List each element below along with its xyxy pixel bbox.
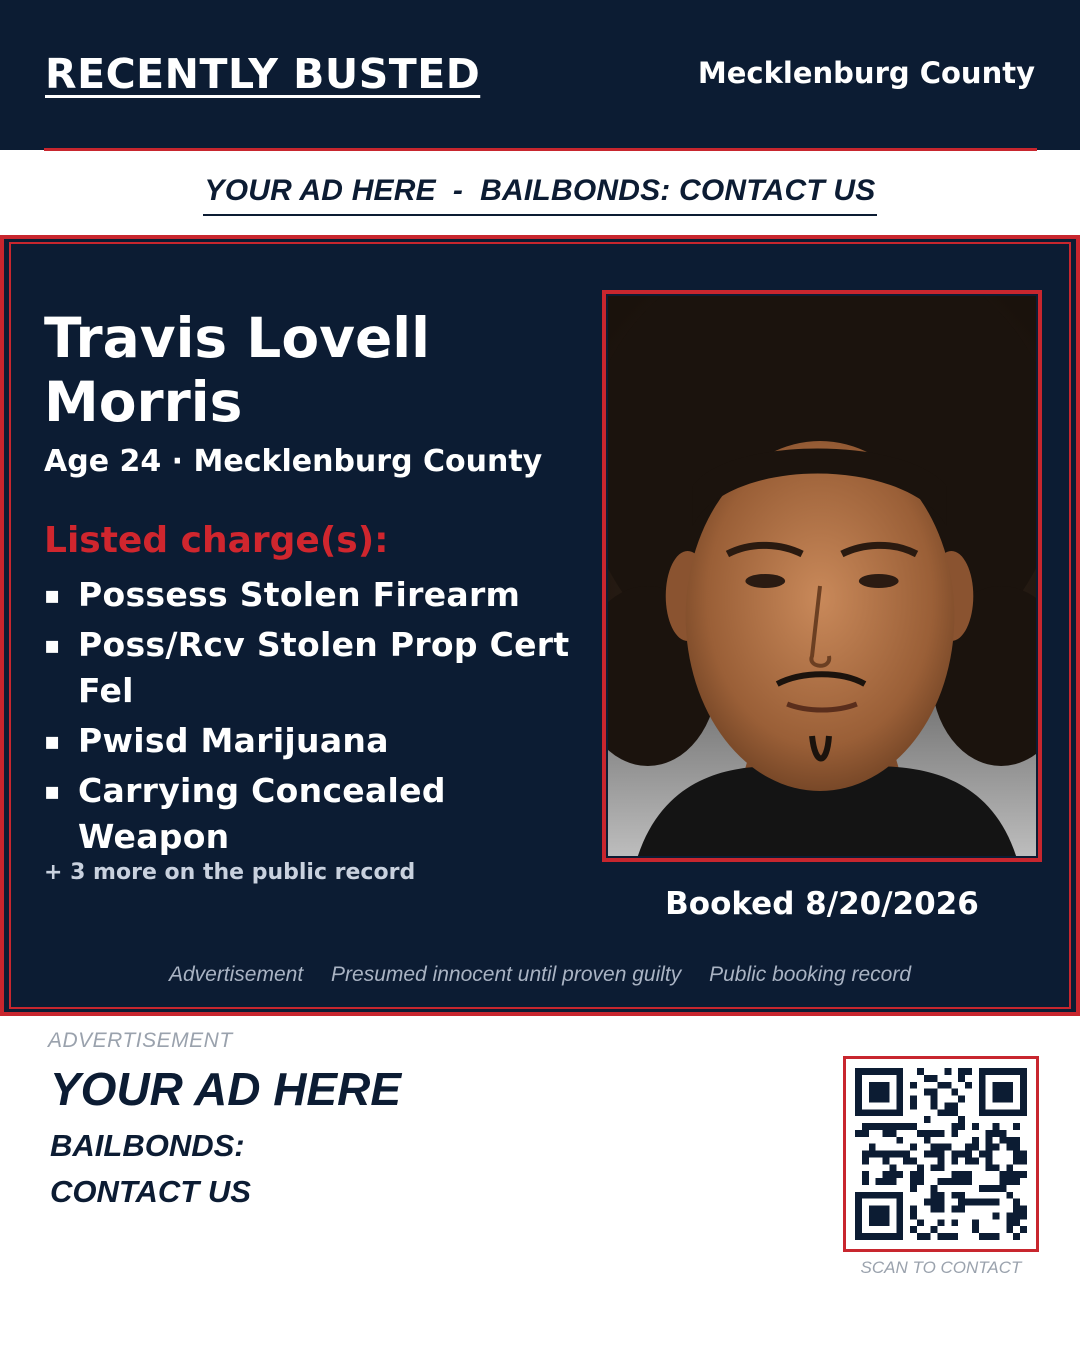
- disclaimer-public-record: Public booking record: [709, 963, 912, 986]
- ad-headline[interactable]: YOUR AD HERE: [50, 1063, 401, 1115]
- person-meta: Age 24 · Mecklenburg County: [44, 444, 543, 479]
- charge-text: Possess Stolen Firearm: [78, 575, 521, 614]
- charge-text: Carrying Concealed Weapon: [78, 771, 446, 856]
- qr-code-frame[interactable]: [843, 1056, 1039, 1252]
- person-name: [44, 306, 584, 434]
- mugshot-frame: [602, 290, 1042, 862]
- ad-label: ADVERTISEMENT: [48, 1029, 233, 1052]
- charge-item: [44, 572, 594, 618]
- ad-line-2[interactable]: CONTACT US: [50, 1174, 251, 1209]
- header-bar: [0, 0, 1080, 150]
- charge-text: Poss/Rcv Stolen Prop Cert Fel: [78, 625, 570, 710]
- disclaimer-presumed-innocent: Presumed innocent until proven guilty: [331, 963, 682, 986]
- qr-code-icon[interactable]: [855, 1068, 1027, 1240]
- more-charges-note[interactable]: + 3 more on the public record: [44, 860, 416, 885]
- booked-date: Booked 8/20/2026: [665, 886, 979, 922]
- disclaimer-row: [0, 963, 1080, 987]
- top-ad-banner[interactable]: [0, 152, 1080, 236]
- bullet-icon: ▪: [44, 777, 61, 805]
- mugshot-photo: [608, 296, 1036, 856]
- charge-item: [44, 718, 594, 764]
- charge-text: Pwisd Marijuana: [78, 721, 389, 760]
- bullet-icon: ▪: [44, 727, 61, 755]
- charge-item: [44, 622, 598, 714]
- bullet-icon: ▪: [44, 631, 61, 659]
- bullet-icon: ▪: [44, 581, 61, 609]
- ad-line-1[interactable]: BAILBONDS:: [50, 1128, 245, 1163]
- person-name-line2: Morris: [44, 370, 243, 434]
- header-divider: [44, 148, 1037, 151]
- qr-caption: SCAN TO CONTACT: [860, 1258, 1022, 1277]
- person-name-line1: Travis Lovell: [44, 306, 430, 370]
- disclaimer-advertisement: Advertisement: [168, 963, 304, 986]
- charges-list: [44, 572, 594, 864]
- charge-item: [44, 768, 498, 860]
- region-label: Mecklenburg County: [697, 56, 1035, 90]
- top-ad-text[interactable]: YOUR AD HERE - BAILBONDS: CONTACT US: [203, 174, 878, 216]
- brand-title: RECENTLY BUSTED: [45, 50, 481, 98]
- charges-heading: Listed charge(s):: [44, 520, 389, 561]
